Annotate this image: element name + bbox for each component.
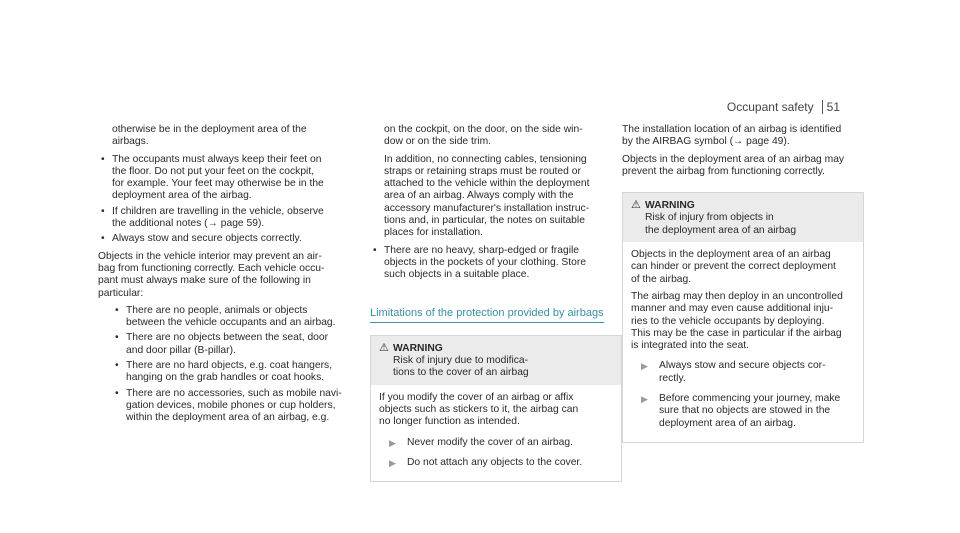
- warning-body: [623, 242, 863, 442]
- action-step: ▶ Never modify the cover of an airbag.: [389, 436, 573, 448]
- warning-text: The airbag may then deploy in an uncontrolled manner and may even cause additional inju- ries to the vehicle occupants by deploying. This may be the case in particular if the airbag is integrated into the seat.: [631, 290, 843, 352]
- warning-body: [371, 385, 621, 481]
- warning-label: WARNING: [645, 200, 695, 212]
- arrow-right-icon: ▶: [389, 457, 396, 468]
- list-item: • There are no objects between the seat, door and door pillar (B-pillar).: [112, 332, 348, 357]
- warning-header: [623, 193, 863, 242]
- paragraph: Objects in the vehicle interior may prevent an air- bag from functioning correctly. Each vehicle occu- pant must always make sure of the following in particular:: [98, 250, 325, 299]
- warning-title: tions to the cover of an airbag: [393, 367, 529, 379]
- arrow-right-icon: ▶: [389, 437, 396, 448]
- warning-label: WARNING: [393, 342, 443, 354]
- continued-text: otherwise be in the deployment area of the airbags.: [112, 124, 307, 148]
- paragraph: The installation location of an airbag is identified by the AIRBAG symbol (→ page 49).: [622, 124, 842, 148]
- bullet-list: [370, 245, 622, 282]
- action-step: ▶ Before commencing your journey, make sure that no objects are stowed in the deployment area of an airbag.: [641, 393, 841, 429]
- warning-triangle-icon: ⚠: [631, 199, 641, 212]
- warning-title: Risk of injury due to modifica-: [393, 355, 529, 367]
- column-3: [622, 124, 864, 448]
- page-number: 51: [822, 100, 840, 114]
- section-name: Occupant safety: [726, 100, 814, 114]
- warning-box: [370, 335, 622, 482]
- list-item: • The occupants must always keep their feet on the floor. Do not put your feet on the cockpit, for example. Your feet may otherwise be in the deployment area of the airbag.: [98, 154, 348, 203]
- list-item: • Always stow and secure objects correctly.: [98, 233, 348, 245]
- warning-header: [371, 336, 621, 385]
- list-item: • If children are travelling in the vehicle, observe the additional notes (→ page 59).: [98, 206, 348, 231]
- warning-box: [622, 192, 864, 443]
- warning-title: the deployment area of an airbag: [645, 224, 797, 236]
- warning-text: If you modify the cover of an airbag or affix objects such as stickers to it, the airbag can no longer function as intended.: [379, 391, 579, 428]
- paragraph: Objects in the deployment area of an airbag may prevent the airbag from functioning correctly.: [622, 153, 845, 177]
- column-2: [370, 124, 622, 487]
- warning-triangle-icon: ⚠: [379, 341, 389, 354]
- action-step: ▶ Do not attach any objects to the cover.: [389, 456, 583, 468]
- sub-bullet-list: [98, 305, 348, 425]
- arrow-right-icon: ▶: [641, 361, 648, 372]
- bullet-list: [98, 154, 348, 246]
- paragraph: In addition, no connecting cables, tensioning straps or retaining straps must be routed or attached to the vehicle within the deployment area of an airbag. Always comply with the accessory manufacturer's installation instruc- tions and, in particular, the notes on suitable places for installation.: [384, 153, 590, 239]
- list-item: • There are no accessories, such as mobile navi- gation devices, mobile phones or cup holders, within the deployment area of an airbag, e.g.: [112, 388, 348, 425]
- list-item: • There are no heavy, sharp-edged or fragile objects in the pockets of your clothing. Store such objects in a suitable place.: [370, 245, 622, 282]
- warning-title: Risk of injury from objects in: [645, 212, 774, 224]
- list-item: • There are no people, animals or objects between the vehicle occupants and an airbag.: [112, 305, 348, 330]
- section-title: Limitations of the protection provided by airbags: [370, 307, 604, 323]
- warning-text: Objects in the deployment area of an airbag can hinder or prevent the correct deployment of the airbag.: [631, 249, 836, 285]
- arrow-right-icon: ▶: [641, 394, 648, 405]
- running-header: [727, 100, 840, 114]
- column-1: [98, 124, 348, 430]
- list-item: • There are no hard objects, e.g. coat hangers, hanging on the grab handles or coat hooks.: [112, 360, 348, 385]
- action-step: ▶ Always stow and secure objects cor- rectly.: [641, 360, 826, 384]
- continued-text: on the cockpit, on the door, on the side win- dow or on the side trim.: [384, 124, 583, 148]
